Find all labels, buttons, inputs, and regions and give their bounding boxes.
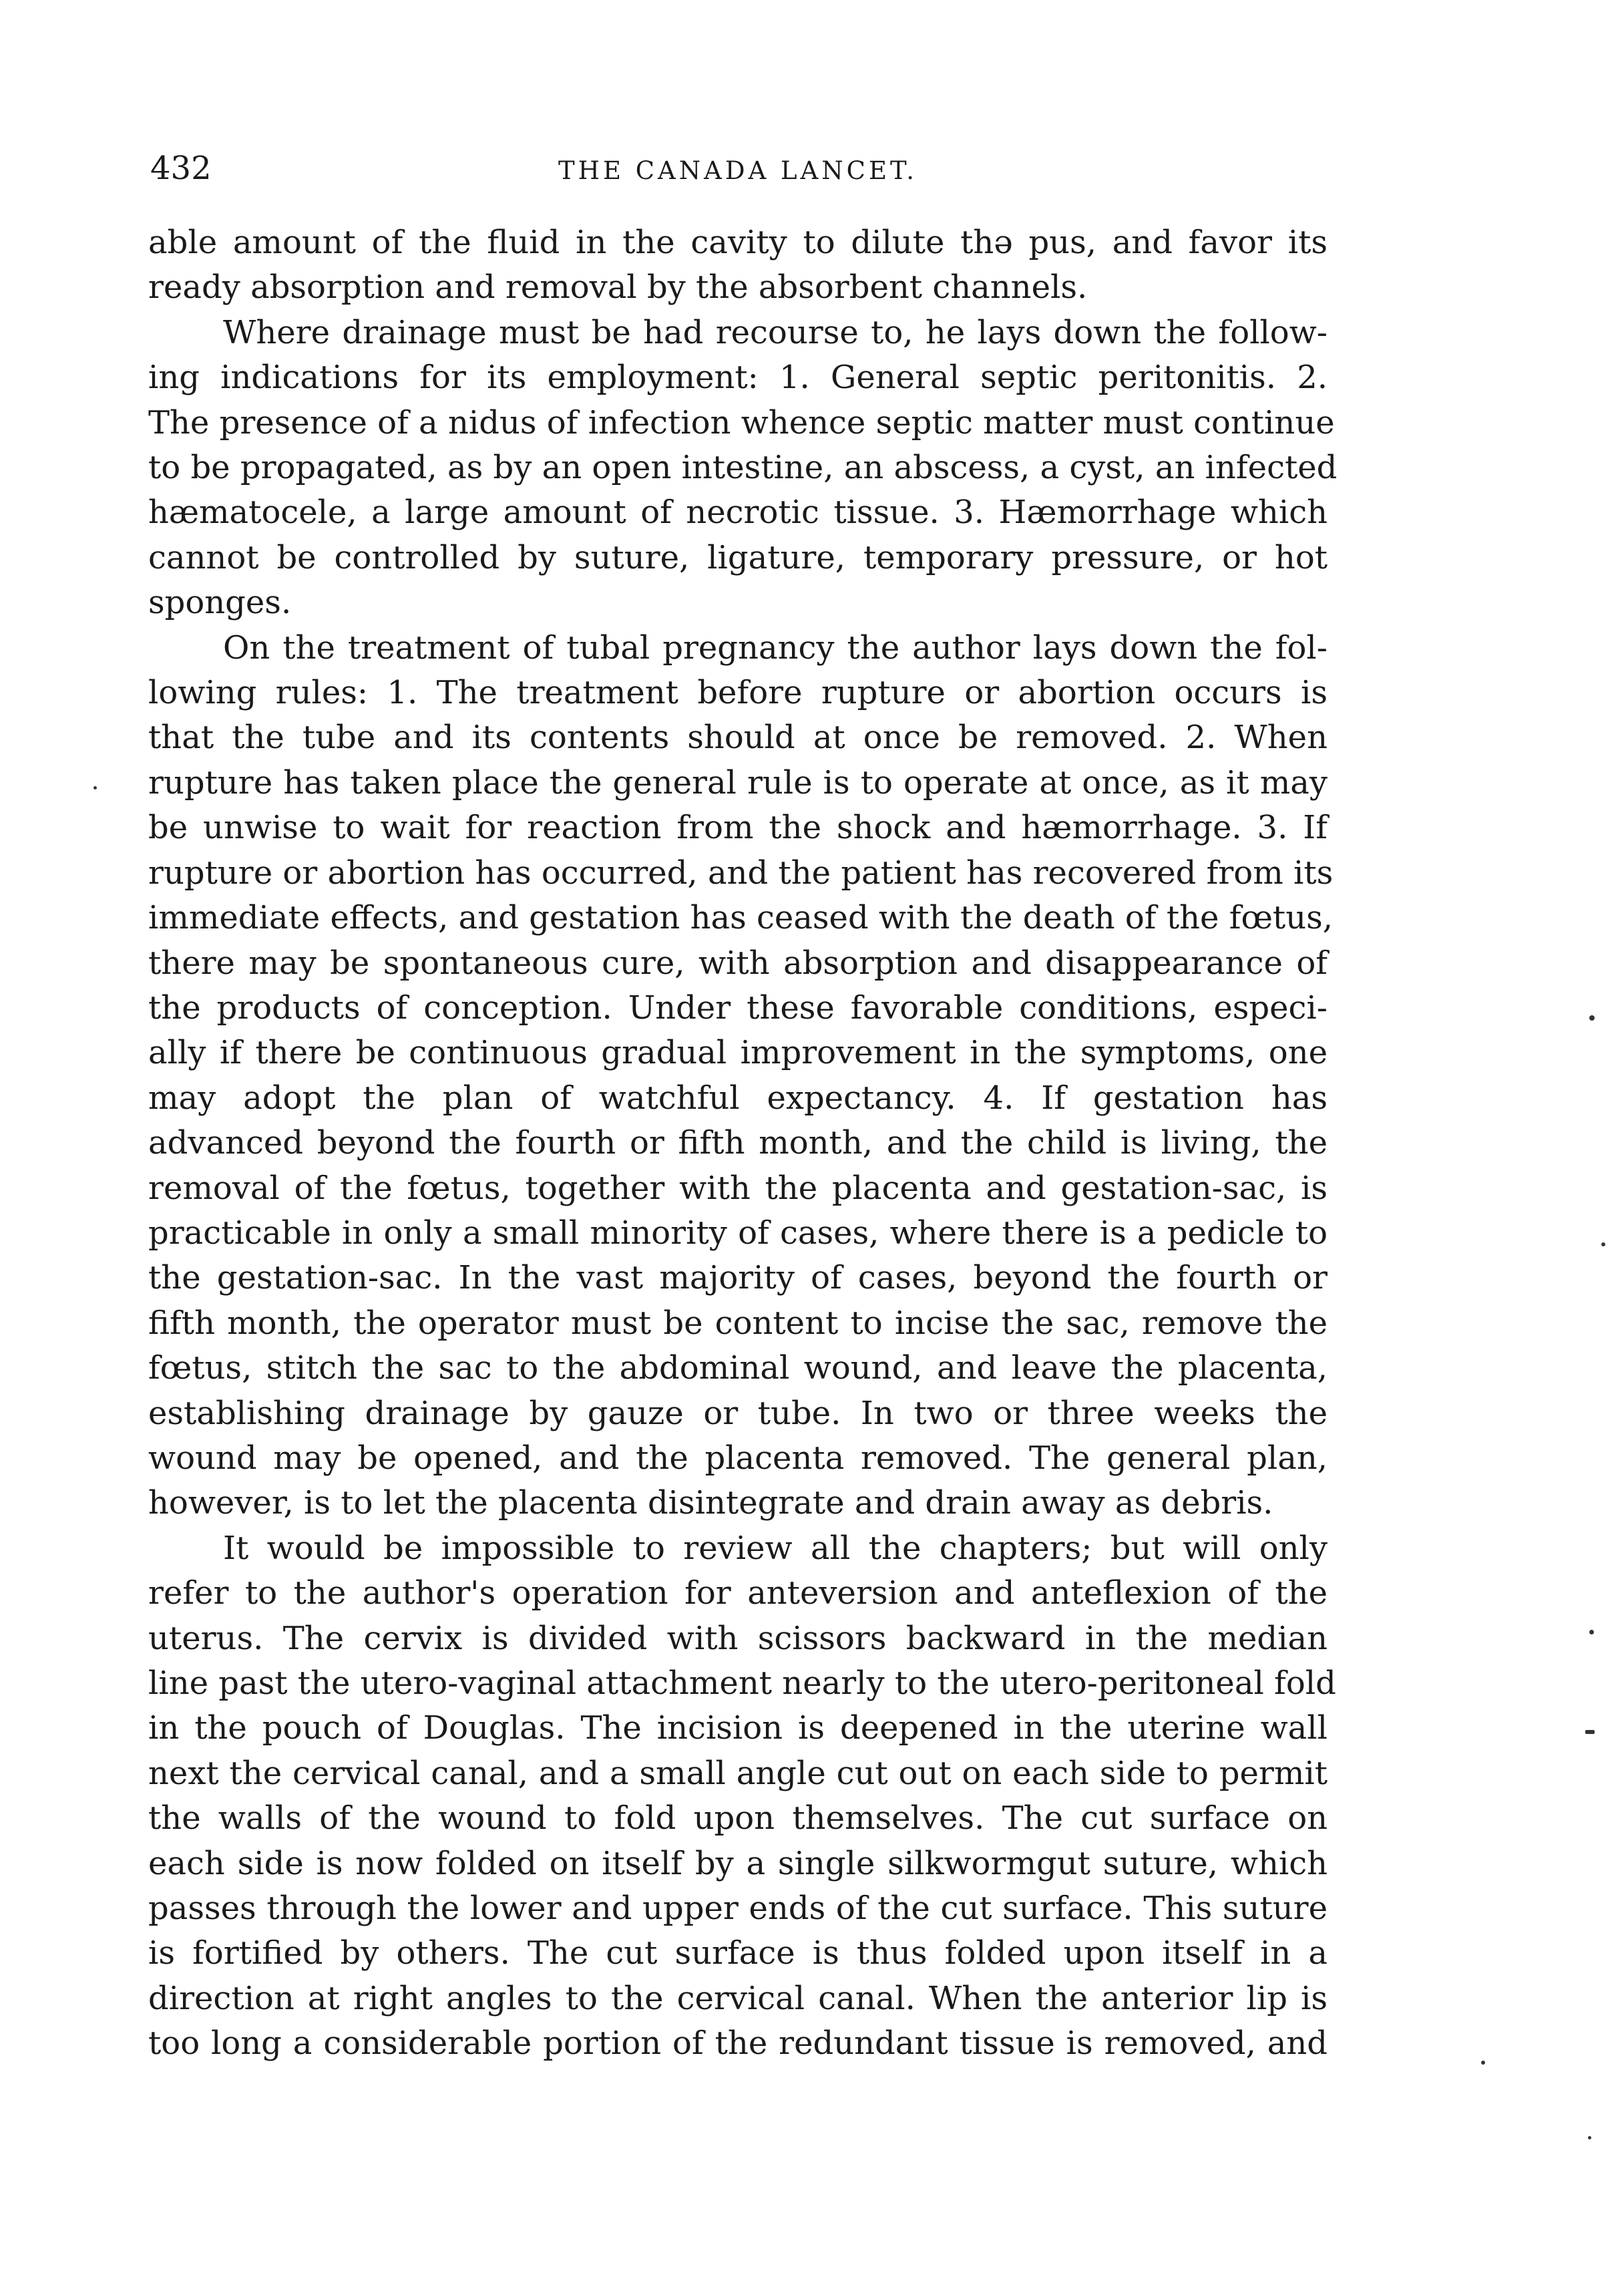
text-line: the gestation-sac. In the vast majority of cases, beyond the fourth or xyxy=(148,1259,1328,1297)
text-line: rupture has taken place the general rule is to operate at once, as it may xyxy=(148,763,1328,802)
running-head xyxy=(150,148,1326,188)
text-line: in the pouch of Douglas. The incision is deepened in the uterine wall xyxy=(148,1709,1328,1747)
text-line: fifth month, the operator must be content to incise the sac, remove the xyxy=(148,1304,1328,1342)
scan-speck xyxy=(1589,1630,1594,1634)
text-line: The presence of a nidus of infection whence septic matter must continue xyxy=(148,403,1335,442)
text-line: immediate effects, and gestation has ceased with the death of the fœtus, xyxy=(148,899,1334,937)
text-line: wound may be opened, and the placenta removed. The general plan, xyxy=(148,1439,1328,1477)
text-line: the walls of the wound to fold upon themselves. The cut surface on xyxy=(148,1799,1328,1838)
text-line: advanced beyond the fourth or fifth month, and the child is living, the xyxy=(148,1124,1328,1162)
scan-speck xyxy=(1588,2136,1591,2139)
text-line: Where drainage must be had recourse to, he lays down the follow- xyxy=(223,313,1328,351)
paragraph xyxy=(148,626,1334,1526)
scan-speck xyxy=(1585,1730,1595,1734)
text-line: lowing rules: 1. The treatment before rupture or abortion occurs is xyxy=(148,674,1328,712)
text-line: sponges. xyxy=(148,584,292,622)
text-line: establishing drainage by gauze or tube. In two or three weeks the xyxy=(148,1394,1328,1432)
text-line: uterus. The cervix is divided with scissors backward in the median xyxy=(148,1619,1328,1657)
text-line: ready absorption and removal by the absorbent channels. xyxy=(148,269,1088,307)
paragraph xyxy=(148,1526,1336,2067)
text-line: line past the utero-vaginal attachment nearly to the utero-peritoneal fold xyxy=(148,1665,1336,1702)
text-line: there may be spontaneous cure, with absorption and disappearance of xyxy=(148,944,1328,982)
text-line: ing indications for its employment: 1. General septic peritonitis. 2. xyxy=(148,359,1328,397)
scan-speck xyxy=(1481,2061,1485,2065)
text-line: each side is now folded on itself by a single silkwormgut suture, which xyxy=(148,1844,1328,1882)
text-line: It would be impossible to review all the chapters; but will only xyxy=(223,1529,1328,1567)
paragraph xyxy=(148,311,1338,626)
text-line: refer to the author's operation for anteversion and anteflexion of the xyxy=(148,1574,1328,1612)
scan-speck xyxy=(93,786,97,790)
text-line: fœtus, stitch the sac to the abdominal wound, and leave the placenta, xyxy=(148,1349,1328,1387)
text-line: removal of the fœtus, together with the placenta and gestation-sac, is xyxy=(148,1169,1328,1207)
text-line: too long a considerable portion of the redundant tissue is removed, and xyxy=(148,2025,1328,2063)
text-line: that the tube and its contents should at once be removed. 2. When xyxy=(148,719,1328,757)
scan-speck xyxy=(1601,1242,1605,1246)
text-line: may adopt the plan of watchful expectancy. 4. If gestation has xyxy=(148,1079,1328,1117)
scan-speck xyxy=(1589,1015,1595,1021)
journal-title: THE CANADA LANCET. xyxy=(558,156,918,185)
text-line: to be propagated, as by an open intestine, an abscess, a cyst, an infected xyxy=(148,449,1338,487)
text-line: rupture or abortion has occurred, and the patient has recovered from its xyxy=(148,854,1334,892)
text-line: cannot be controlled by suture, ligature, temporary pressure, or hot xyxy=(148,538,1328,576)
text-line: be unwise to wait for reaction from the shock and hæmorrhage. 3. If xyxy=(148,809,1328,847)
text-line: next the cervical canal, and a small angle cut out on each side to permit xyxy=(148,1754,1328,1792)
text-line: however, is to let the placenta disintegrate and drain away as debris. xyxy=(148,1484,1273,1522)
text-line: the products of conception. Under these favorable conditions, especi- xyxy=(148,989,1328,1027)
text-line: passes through the lower and upper ends of the cut surface. This suture xyxy=(148,1890,1328,1928)
paragraph xyxy=(148,220,1328,311)
text-line: is fortified by others. The cut surface is thus folded upon itself in a xyxy=(148,1934,1328,1972)
text-line: direction at right angles to the cervical canal. When the anterior lip is xyxy=(148,1979,1328,2017)
article-body xyxy=(148,220,1338,2067)
page-number: 432 xyxy=(150,150,212,187)
text-line: On the treatment of tubal pregnancy the author lays down the fol- xyxy=(223,629,1328,667)
text-line: able amount of the fluid in the cavity to dilute thə pus, and favor its xyxy=(148,224,1328,261)
text-line: hæmatocele, a large amount of necrotic tissue. 3. Hæmorrhage which xyxy=(148,494,1328,532)
text-line: practicable in only a small minority of cases, where there is a pedicle to xyxy=(148,1214,1328,1252)
text-line: ally if there be continuous gradual improvement in the symptoms, one xyxy=(148,1034,1328,1072)
